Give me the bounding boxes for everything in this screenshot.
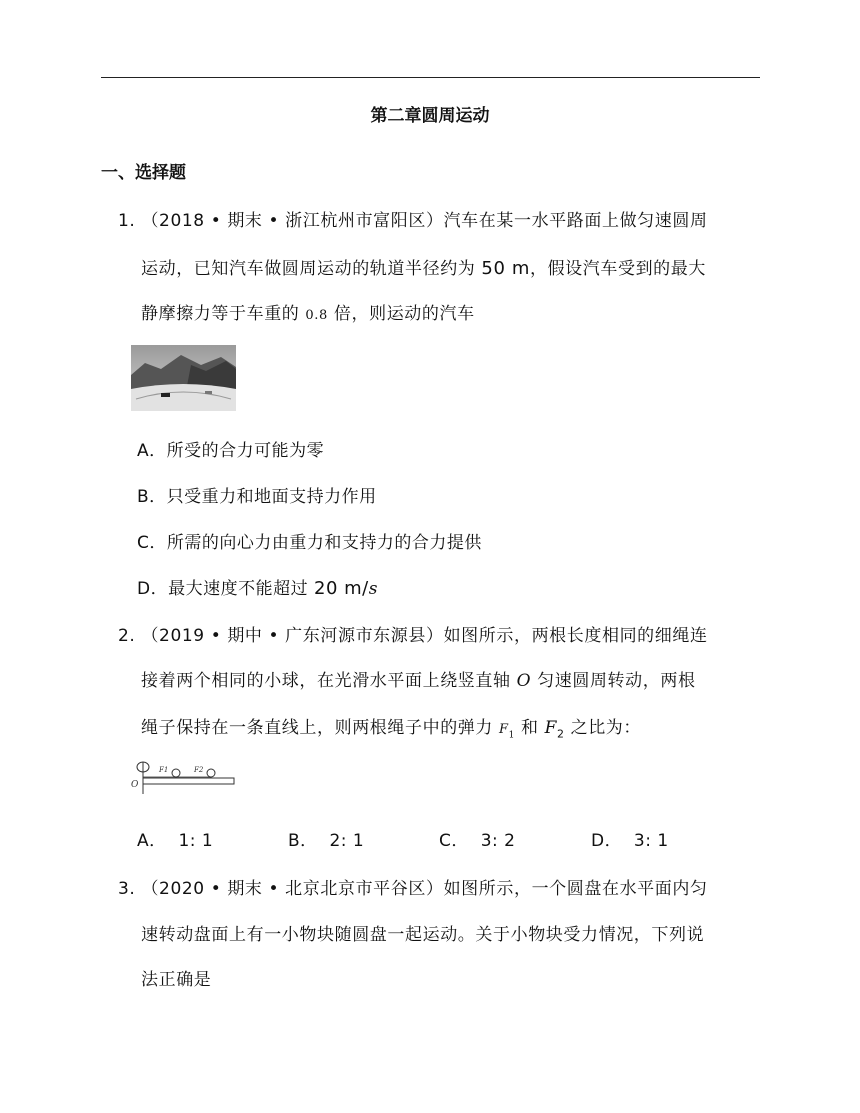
q2-option-c[interactable]: C． 3: 2 — [439, 831, 516, 851]
q2-fig-o-label: O — [131, 780, 139, 790]
q2-fig-f1-label: F1 — [159, 766, 169, 774]
q1-option-d[interactable]: D．最大速度不能超过 20 m/s — [137, 578, 378, 599]
q1-line2: 运动，已知汽车做圆周运动的轨道半径约为 50 m，假设汽车受到的最大 — [141, 258, 706, 279]
q1-radius: 50 m — [481, 258, 530, 279]
header-rule — [101, 77, 760, 78]
q1-option-a[interactable]: A．所受的合力可能为零 — [137, 441, 325, 461]
q3-number: 3. — [118, 879, 136, 899]
q2-line3: 绳子保持在一条直线上，则两根绳子中的弹力 $F_1$ 和 $F_2$ 之比为： — [141, 718, 641, 741]
q1-option-c[interactable]: C．所需的向心力由重力和支持力的合力提供 — [137, 533, 482, 553]
q2-option-d[interactable]: D． 3: 1 — [591, 831, 669, 851]
q2-option-b[interactable]: B． 2: 1 — [288, 831, 365, 851]
q2-f1: F — [499, 722, 509, 737]
q2-number: 2. — [118, 626, 136, 646]
q3-line1 — [118, 874, 708, 899]
q1-coefficient: 0.8 — [305, 308, 328, 323]
q2-option-a[interactable]: A． 1: 1 — [137, 831, 214, 851]
q2-fig-f2-label: F2 — [194, 766, 204, 774]
q2-axis-label: O — [516, 671, 532, 691]
q3-line3: 法正确是 — [141, 970, 212, 990]
q1-option-b[interactable]: B．只受重力和地面支持力作用 — [137, 487, 377, 507]
q3-line2: 速转动盘面上有一小物块随圆盘一起运动。关于小物块受力情况，下列说 — [141, 925, 705, 945]
q2-text-1: （2019 • 期中 • 广东河源市东源县）如图所示，两根长度相同的细绳连 — [141, 626, 708, 646]
q1-text-1: （2018 • 期末 • 浙江杭州市富阳区）汽车在某一水平路面上做匀速圆周 — [141, 211, 708, 231]
section-title: 一、选择题 — [101, 163, 186, 183]
q2-line2: 接着两个相同的小球，在光滑水平面上绕竖直轴 O 匀速圆周转动，两根 — [141, 671, 696, 691]
q2-rope-diagram — [129, 760, 237, 796]
q1-number: 1. — [118, 211, 136, 231]
q1-road-photo — [131, 345, 236, 411]
q3-text-1: （2020 • 期末 • 北京北京市平谷区）如图所示，一个圆盘在水平面内匀 — [141, 879, 708, 899]
q2-line1 — [118, 621, 708, 646]
q1-line3: 静摩擦力等于车重的 0.8 倍，则运动的汽车 — [141, 304, 475, 324]
q2-f2: F — [544, 718, 557, 738]
page-title: 第二章圆周运动 — [370, 106, 490, 126]
q1-line1 — [118, 206, 708, 231]
